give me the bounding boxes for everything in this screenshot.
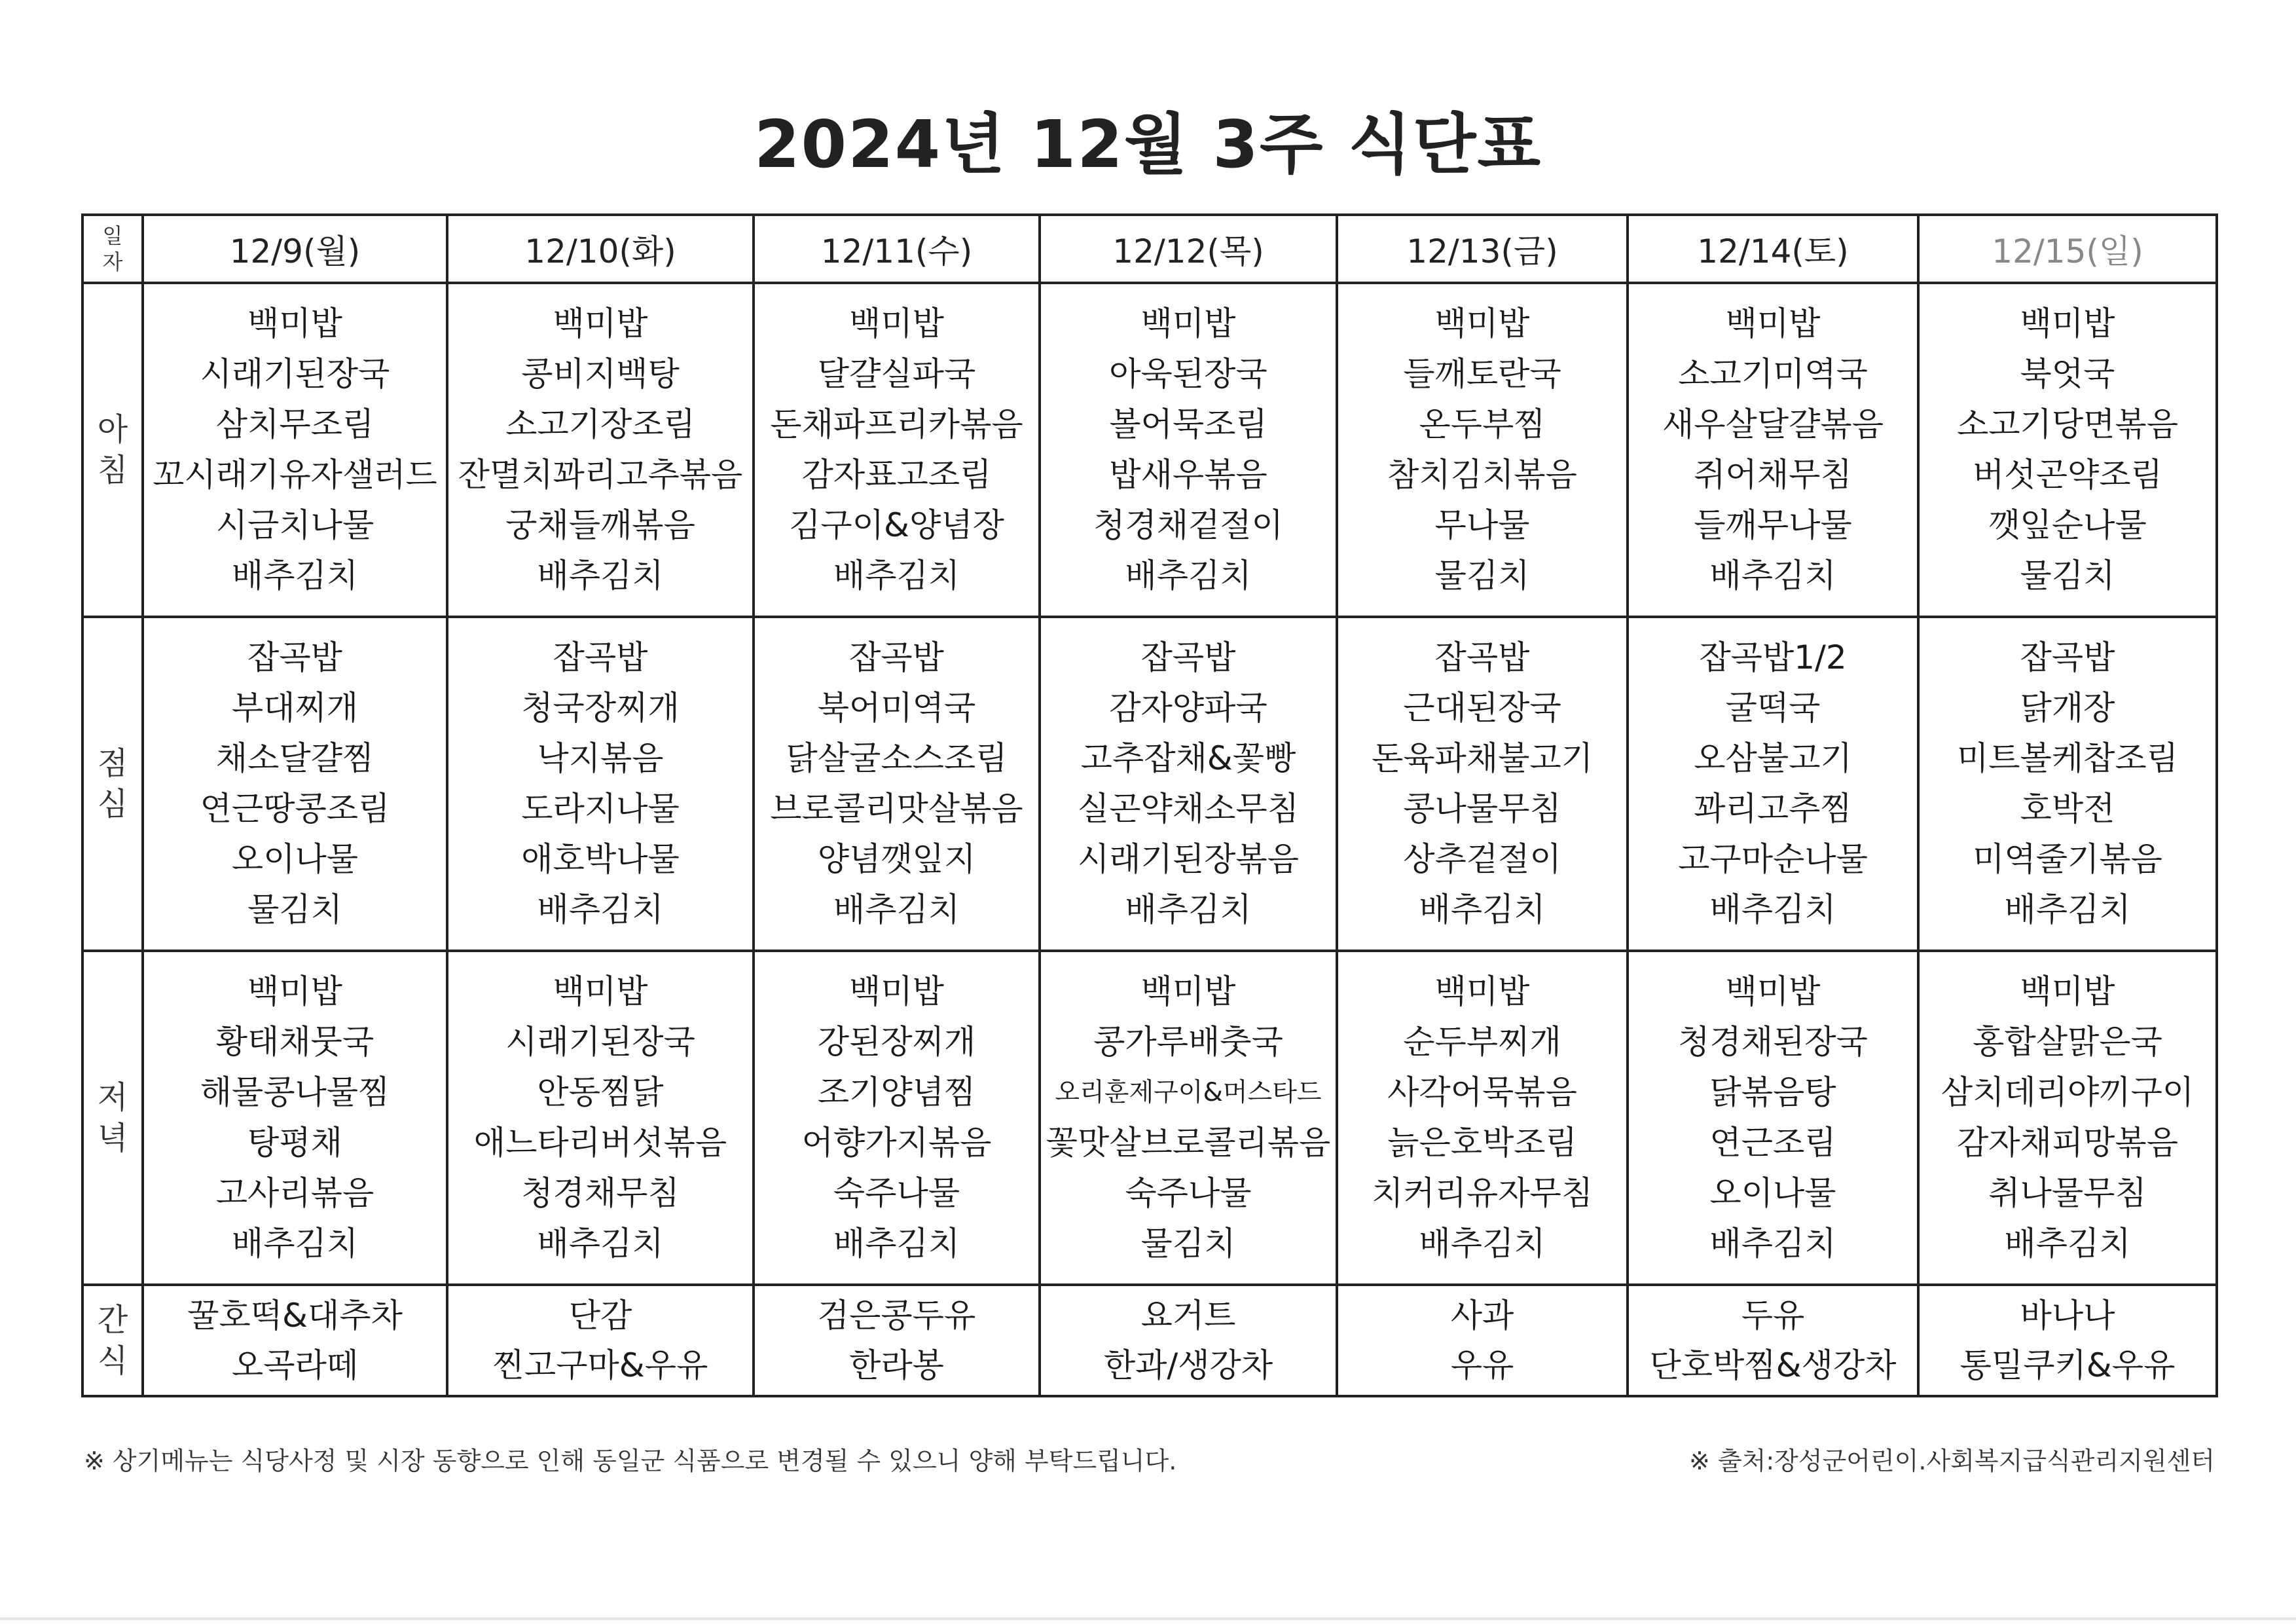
dish-item: 고추잡채&꽃빵: [1080, 739, 1296, 777]
dish-item: 청경채무침: [521, 1174, 680, 1212]
dish-item: 배추김치: [833, 891, 960, 929]
dish-item: 사과: [1450, 1297, 1514, 1335]
dish-item: 조기양념찜: [817, 1073, 976, 1111]
dish-item: 배추김치: [833, 1225, 960, 1263]
dish-item: 온두부찜: [1419, 405, 1546, 443]
menu-cell: [1040, 1285, 1337, 1396]
dish-item: 김구이&양념장: [789, 506, 1004, 544]
meal-label-char: 식: [97, 1342, 128, 1379]
menu-table-body: [82, 215, 2217, 1396]
menu-cell: [447, 617, 754, 951]
disclaimer-note: ※ 상기메뉴는 식당사정 및 시장 동향으로 인해 동일군 식품으로 변경될 수 있으니 양해 부탁드립니다.: [84, 1447, 1177, 1475]
day-header: 12/10(화): [447, 215, 754, 283]
dish-item: 청경채겉절이: [1093, 506, 1283, 544]
menu-cell: [447, 951, 754, 1285]
date-header-char: 일: [102, 223, 123, 248]
dish-item: 북엇국: [2020, 355, 2115, 393]
dish-item: 안동찜닭: [537, 1073, 664, 1111]
menu-cell: [1628, 951, 1918, 1285]
menu-table: [81, 213, 2218, 1397]
dish-item: 치커리유자무침: [1371, 1174, 1594, 1212]
dish-item: 백미밥: [247, 972, 342, 1010]
menu-cell: [1628, 283, 1918, 617]
dish-item: 잡곡밥: [849, 638, 944, 676]
dish-item: 삼치데리야끼구이: [1941, 1073, 2195, 1111]
dish-item: 백미밥: [1434, 304, 1530, 342]
snack-row: [82, 1285, 2217, 1396]
menu-cell: [754, 617, 1040, 951]
dish-item: 북어미역국: [817, 689, 976, 727]
dish-item: 백미밥: [1140, 304, 1236, 342]
dish-item: 두유: [1741, 1297, 1805, 1335]
dish-item: 물김치: [1434, 557, 1530, 595]
dish-item: 콩가루배춧국: [1093, 1023, 1283, 1061]
dish-item: 돈육파채불고기: [1371, 739, 1594, 777]
dish-item: 백미밥: [2020, 972, 2115, 1010]
dish-item: 굴떡국: [1725, 689, 1821, 727]
dish-item: 고구마순나물: [1678, 840, 1868, 878]
dish-item: 백미밥: [849, 972, 944, 1010]
day-header: 12/12(목): [1040, 215, 1337, 283]
dish-item: 오곡라떼: [231, 1346, 359, 1384]
dish-item: 볼어묵조림: [1109, 405, 1267, 443]
day-header-sunday: 12/15(일): [1918, 215, 2217, 283]
dish-item: 미역줄기볶음: [1973, 840, 2162, 878]
menu-cell: [1918, 951, 2217, 1285]
dish-item: 낙지볶음: [537, 739, 664, 777]
dish-item: 배추김치: [833, 557, 960, 595]
dish-item: 닭개장: [2020, 689, 2115, 727]
date-header-label: [82, 215, 143, 283]
dish-item: 시래기된장볶음: [1077, 840, 1300, 878]
dish-item: 물김치: [2020, 557, 2115, 595]
dish-item: 실곤약채소무침: [1077, 790, 1300, 828]
dish-item: 바나나: [2020, 1297, 2115, 1335]
dish-item: 배추김치: [2004, 1225, 2131, 1263]
dish-item: 백미밥: [553, 972, 648, 1010]
dish-item: 브로콜리맛살볶음: [770, 790, 1023, 828]
dish-item: 쥐어채무침: [1694, 456, 1852, 494]
dish-item: 단호박찜&생강차: [1649, 1346, 1897, 1384]
dish-item: 통밀쿠키&우유: [1959, 1346, 2176, 1384]
dish-item: 새우살달걀볶음: [1662, 405, 1884, 443]
menu-cell: [754, 951, 1040, 1285]
day-header: 12/13(금): [1337, 215, 1628, 283]
dish-item: 배추김치: [1709, 557, 1836, 595]
dish-item: 숙주나물: [1125, 1174, 1252, 1212]
dish-item: 감자양파국: [1109, 689, 1267, 727]
dish-item: 고사리볶음: [215, 1174, 374, 1212]
menu-cell: [1918, 1285, 2217, 1396]
dish-item: 황태채뭇국: [215, 1023, 374, 1061]
menu-cell: [447, 1285, 754, 1396]
dish-item: 부대찌개: [231, 689, 359, 727]
dish-item: 배추김치: [537, 1225, 664, 1263]
dish-item: 잡곡밥: [1140, 638, 1236, 676]
meal-label-char: 아: [97, 411, 128, 448]
menu-cell: [754, 1285, 1040, 1396]
menu-cell: [1337, 1285, 1628, 1396]
date-header-char: 자: [102, 249, 123, 274]
meal-row: [82, 951, 2217, 1285]
dish-item: 양념깻잎지: [817, 840, 976, 878]
dish-item: 애호박나물: [521, 840, 680, 878]
dish-item: 연근땅콩조림: [200, 790, 390, 828]
menu-cell: [143, 1285, 447, 1396]
dish-item: 오리훈제구이&머스타드: [1055, 1078, 1322, 1107]
menu-cell: [1337, 617, 1628, 951]
dish-item: 백미밥: [2020, 304, 2115, 342]
dish-item: 숙주나물: [833, 1174, 960, 1212]
dish-item: 단감: [568, 1297, 632, 1335]
page-title: 2024년 12월 3주 식단표: [754, 106, 1542, 183]
dish-item: 연근조림: [1709, 1124, 1836, 1162]
dish-item: 백미밥: [1140, 972, 1236, 1010]
meal-label: [82, 1285, 143, 1396]
dish-item: 꼬시래기유자샐러드: [153, 456, 437, 494]
dish-item: 무나물: [1434, 506, 1530, 544]
dish-item: 배추김치: [1709, 1225, 1836, 1263]
dish-item: 삼치무조림: [215, 405, 374, 443]
dish-item: 시래기된장국: [200, 355, 390, 393]
dish-item: 채소달걀찜: [215, 739, 374, 777]
dish-item: 잡곡밥: [1434, 638, 1530, 676]
menu-cell: [1040, 617, 1337, 951]
dish-item: 들깨토란국: [1403, 355, 1561, 393]
dish-item: 근대된장국: [1403, 689, 1561, 727]
menu-cell: [1337, 283, 1628, 617]
dish-item: 요거트: [1140, 1297, 1236, 1335]
dish-item: 소고기장조림: [505, 405, 695, 443]
dish-item: 찐고구마&우유: [492, 1346, 708, 1384]
dish-item: 잡곡밥: [247, 638, 342, 676]
dish-item: 한과/생강차: [1103, 1346, 1273, 1384]
dish-item: 배추김치: [1419, 1225, 1546, 1263]
dish-item: 시금치나물: [215, 506, 374, 544]
menu-cell: [447, 283, 754, 617]
dish-item: 오삼불고기: [1694, 739, 1852, 777]
dish-item: 물김치: [247, 891, 342, 929]
menu-cell: [1918, 617, 2217, 951]
dish-item: 버섯곤약조림: [1973, 456, 2162, 494]
dish-item: 잡곡밥: [2020, 638, 2115, 676]
dish-item: 달걀실파국: [817, 355, 976, 393]
day-header: 12/14(토): [1628, 215, 1918, 283]
dish-item: 배추김치: [2004, 891, 2131, 929]
dish-item: 콩비지백탕: [521, 355, 680, 393]
dish-item: 배추김치: [1419, 891, 1546, 929]
dish-item: 백미밥: [849, 304, 944, 342]
menu-cell: [1337, 951, 1628, 1285]
meal-label-char: 녁: [97, 1120, 128, 1156]
dish-item: 늙은호박조림: [1387, 1124, 1577, 1162]
dish-item: 배추김치: [537, 557, 664, 595]
dish-item: 백미밥: [553, 304, 648, 342]
dish-item: 탕평채: [247, 1124, 342, 1162]
dish-item: 들깨무나물: [1694, 506, 1852, 544]
dish-item: 백미밥: [1434, 972, 1530, 1010]
meal-row: [82, 283, 2217, 617]
menu-cell: [1040, 283, 1337, 617]
header-row: [82, 215, 2217, 283]
dish-item: 소고기당면볶음: [1956, 405, 2179, 443]
meal-label-char: 저: [97, 1079, 128, 1116]
dish-item: 상추겉절이: [1403, 840, 1561, 878]
meal-label-char: 간: [97, 1302, 128, 1338]
dish-item: 순두부찌개: [1403, 1023, 1561, 1061]
dish-item: 배추김치: [1125, 557, 1252, 595]
day-header: 12/9(월): [143, 215, 447, 283]
dish-item: 백미밥: [1725, 972, 1821, 1010]
dish-item: 취나물무침: [1988, 1174, 2147, 1212]
menu-cell: [143, 951, 447, 1285]
dish-item: 돈채파프리카볶음: [770, 405, 1023, 443]
dish-item: 배추김치: [1125, 891, 1252, 929]
dish-item: 아욱된장국: [1109, 355, 1267, 393]
scan-edge-line: [0, 1617, 2296, 1620]
meal-label: [82, 283, 143, 617]
meal-label-char: 침: [97, 452, 128, 489]
meal-label: [82, 951, 143, 1285]
dish-item: 물김치: [1140, 1225, 1236, 1263]
dish-item: 홍합살맑은국: [1973, 1023, 2162, 1061]
dish-item: 잔멸치꽈리고추볶음: [458, 456, 743, 494]
dish-item: 감자채피망볶음: [1956, 1124, 2179, 1162]
source-note: ※ 출처:장성군어린이.사회복지급식관리지원센터: [1689, 1447, 2215, 1475]
dish-item: 감자표고조림: [801, 456, 992, 494]
dish-item: 배추김치: [231, 1225, 359, 1263]
dish-item: 콩나물무침: [1403, 790, 1561, 828]
dish-item: 꽃맛살브로콜리볶음: [1046, 1124, 1331, 1162]
meal-row: [82, 617, 2217, 951]
dish-item: 한라봉: [849, 1346, 944, 1384]
dish-item: 밥새우볶음: [1109, 456, 1267, 494]
dish-item: 오이나물: [1709, 1174, 1836, 1212]
dish-item: 검은콩두유: [817, 1297, 976, 1335]
dish-item: 잡곡밥: [553, 638, 648, 676]
dish-item: 청경채된장국: [1678, 1023, 1868, 1061]
dish-item: 꿀호떡&대추차: [187, 1297, 403, 1335]
dish-item: 해물콩나물찜: [200, 1073, 390, 1111]
dish-item: 배추김치: [537, 891, 664, 929]
dish-item: 청국장찌개: [521, 689, 680, 727]
menu-cell: [143, 617, 447, 951]
dish-item: 강된장찌개: [817, 1023, 976, 1061]
dish-item: 사각어묵볶음: [1387, 1073, 1577, 1111]
menu-cell: [1628, 617, 1918, 951]
dish-item: 배추김치: [1709, 891, 1836, 929]
menu-cell: [754, 283, 1040, 617]
meal-label-char: 점: [97, 745, 128, 782]
menu-cell: [1040, 951, 1337, 1285]
meal-label-char: 심: [97, 786, 128, 822]
menu-cell: [1628, 1285, 1918, 1396]
dish-item: 참치김치볶음: [1387, 456, 1577, 494]
dish-item: 닭볶음탕: [1709, 1073, 1836, 1111]
meal-label: [82, 617, 143, 951]
dish-item: 백미밥: [247, 304, 342, 342]
menu-cell: [143, 283, 447, 617]
dish-item: 호박전: [2020, 790, 2115, 828]
dish-item: 소고기미역국: [1678, 355, 1868, 393]
day-header: 12/11(수): [754, 215, 1040, 283]
menu-cell: [1918, 283, 2217, 617]
dish-item: 우유: [1450, 1346, 1514, 1384]
dish-item: 도라지나물: [521, 790, 680, 828]
dish-item: 시래기된장국: [505, 1023, 695, 1061]
dish-item: 닭살굴소스조림: [786, 739, 1008, 777]
dish-item: 잡곡밥1/2: [1699, 638, 1847, 676]
dish-item: 어향가지볶음: [801, 1124, 992, 1162]
dish-item: 애느타리버섯볶음: [473, 1124, 727, 1162]
dish-item: 궁채들깨볶음: [505, 506, 695, 544]
dish-item: 백미밥: [1725, 304, 1821, 342]
dish-item: 깻잎순나물: [1988, 506, 2147, 544]
dish-item: 배추김치: [231, 557, 359, 595]
dish-item: 꽈리고추찜: [1694, 790, 1852, 828]
dish-item: 오이나물: [231, 840, 359, 878]
dish-item: 미트볼케찹조림: [1956, 739, 2179, 777]
